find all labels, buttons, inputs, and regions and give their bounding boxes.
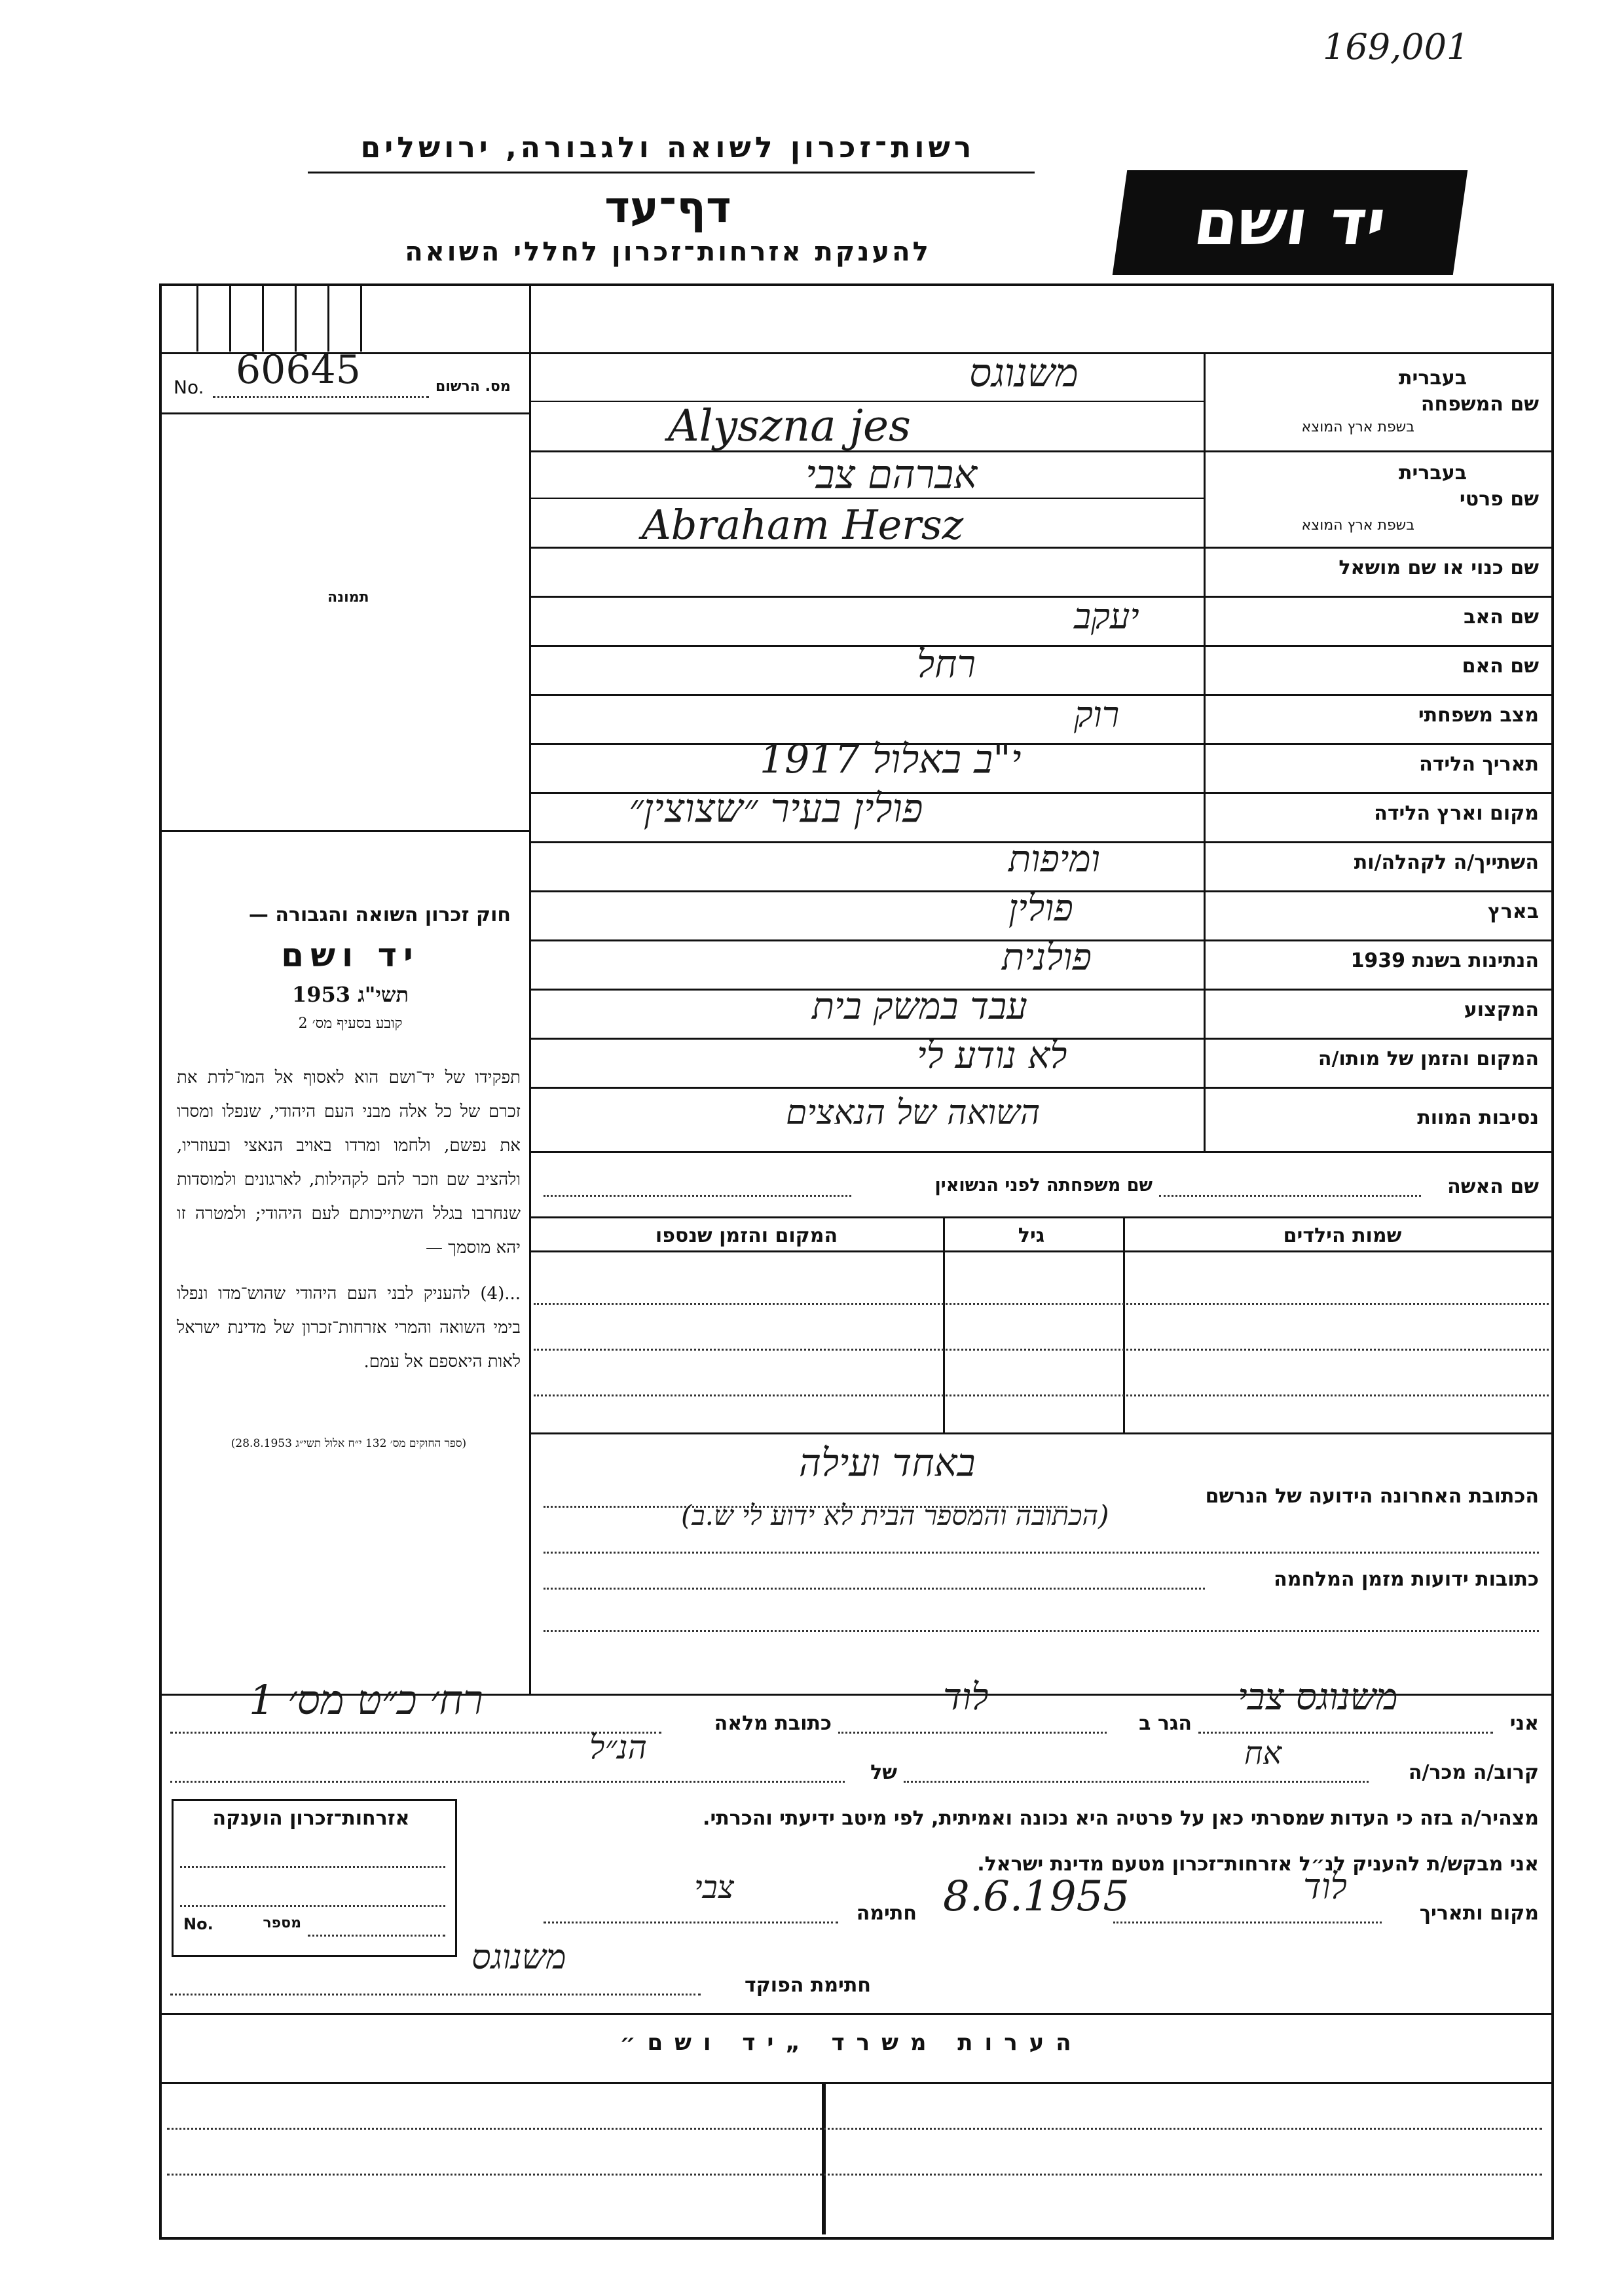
signature-value: צבי [694, 1869, 734, 1906]
family-name-hebrew-value: משנוגס [969, 350, 1079, 396]
relative-of-label: של [870, 1761, 897, 1784]
law-text: תפקידו של יד־ושם הוא לאסוף אל המו־לדת את זכרם של כל אלה מבני העם היהודי, שנפלו ומסרו את נפשם, ולחמו ומרדו באויב הנאצי ובעוזריו, ולהציב שם וזכר להם לקהילות, לארגונים ולמוסדות שנחרבו בגלל השתייכותם לעם היהודי; ולמטרה זו יהא מוסמך — [177, 1068, 521, 1258]
mother-label: שם האם [1462, 655, 1539, 678]
law-source: (ספר החוקים מס׳ 132 י״ח אלול תשי״ג 28.8.1953) [231, 1437, 467, 1450]
label-column-divider [1204, 352, 1206, 1151]
wife-maiden-label: שם משפחתה לפני הנשואין [934, 1175, 1153, 1195]
declarant-name: משנוגס צבי [1238, 1676, 1398, 1719]
full-address-label: כתובת מלאה [714, 1712, 832, 1735]
declarant-resident-label: הגר ב [1139, 1712, 1192, 1735]
place-date-label: מקום ותאריך [1419, 1902, 1539, 1925]
marital-status-label: מצב משפחתי [1418, 704, 1539, 727]
death-circumstances-value: השואה של הנאצים [786, 1093, 1041, 1133]
birthplace-label: מקום וארץ הלידה [1374, 802, 1539, 825]
logo [1113, 170, 1467, 275]
header-subtitle: להענקת אזרחות־זכרון לחללי השואה [405, 237, 931, 267]
signature-label: חתימה [856, 1902, 917, 1925]
law-clause: קובע בסעיף מס׳ 2 [298, 1015, 403, 1032]
community-label: השתייך/ה לקהלה/ות [1354, 851, 1539, 874]
last-address-note: (הכתובה והמספר הבית לא ידוע לי ש.ב) [681, 1499, 1109, 1531]
first-name-hebrew-label: בעברית [1399, 462, 1467, 484]
date-value: 8.6.1955 [943, 1872, 1130, 1921]
children-age-header: גיל [1018, 1224, 1045, 1247]
law-text-2: ...(4) להעניק לבני העם היהודי שהוש־מדו ונפלו בימי השואה והמרי אזרחות־זכרון של מדינת ישראל לאות היאספם אל עמם. [177, 1284, 521, 1372]
first-name-origin-value: Abraham Hersz [642, 501, 964, 549]
marital-status-value: רוק [1074, 694, 1120, 735]
children-names-header: שמות הילדים [1283, 1224, 1402, 1247]
office-notes-divider [822, 2082, 826, 2234]
family-name-hebrew-label: בעברית [1399, 367, 1467, 390]
relative-value: אח [1244, 1735, 1282, 1772]
official-signature-value: משנוגס [471, 1938, 566, 1977]
birthplace-value: פולין בעיר ״שצוצין״ [629, 786, 923, 831]
corner-number: 169,001 [1323, 26, 1469, 67]
last-address-label: הכתובת האחרונה הידועה של הנרשם [1205, 1485, 1539, 1508]
birthdate-label: תאריך הלידה [1419, 753, 1539, 776]
citizenship-1939-label: הנתינות בשנת 1939 [1350, 949, 1539, 972]
nickname-label: שם כנוי או שם מושאל [1338, 556, 1539, 579]
declarant-resident-value: לוד [943, 1676, 989, 1719]
first-name-hebrew-value: אברהם צבי [805, 452, 978, 498]
family-name-origin-label: בשפת ארץ המוצא [1301, 419, 1414, 435]
registration-no-label: No. [174, 376, 204, 398]
death-place-time-label: המקום והזמן של מותו/ה [1318, 1048, 1539, 1070]
last-address-value: באחד ועילה [799, 1440, 976, 1485]
office-notes-label: הערות משרד „יד ושם״ [619, 2030, 1083, 2056]
page-title: דף־עד [604, 182, 731, 232]
law-year: תשי"ג 1953 [292, 982, 409, 1007]
declaration-text: מצהיר/ה בזה כי העדות שמסרתי כאן על פרטיה היא נכונה ואמיתית, לפי מיטב ידיעתי והכרתי. [703, 1807, 1539, 1830]
logo-text: יד ושם [1189, 186, 1391, 259]
registration-label: מס. הרשום [435, 378, 511, 395]
citizenship-1939-value: פולנית [1002, 936, 1092, 979]
law-title: חוק זכרון השואה והגבורה — [248, 903, 511, 926]
relative-label: קרוב/ה מכר/ה [1408, 1761, 1539, 1784]
death-place-time-value: לא נודע לי [917, 1034, 1067, 1077]
country-label: בארץ [1487, 900, 1539, 923]
mother-value: רחל [917, 642, 976, 686]
first-name-origin-label: בשפת ארץ המוצא [1301, 517, 1414, 534]
photo-label: תמונה [327, 589, 369, 606]
top-strip-line [159, 352, 1551, 354]
header-authority: רשות־זכרון לשואה ולגבורה, ירושלים [360, 131, 976, 164]
birthdate-value: י"ב באלול 1917 [760, 737, 1022, 782]
photo-bottom-line [159, 830, 531, 832]
community-value: ומיפות [1008, 838, 1101, 881]
citizenship-granted-title: אזרחות־זכרון הוענקה [212, 1807, 410, 1830]
registration-number: 60645 [236, 347, 361, 393]
country-value: פולין [1008, 887, 1073, 930]
full-address-value: רח׳ כ״ט מס׳ 1 [249, 1676, 483, 1724]
declarant-i-label: אני [1509, 1712, 1539, 1735]
place-date-value: לוד [1303, 1866, 1347, 1907]
official-signature-label: חתימת הפוקד [745, 1974, 871, 1997]
request-text: אני מבקש/ת להעניק לנ״ל אזרחות־זכרון מטעם מדינת ישראל. [977, 1853, 1539, 1876]
wife-label: שם האשה [1447, 1175, 1539, 1198]
death-circumstances-label: נסיבות המוות [1417, 1106, 1539, 1129]
citizenship-no-label: No. [183, 1915, 213, 1933]
profession-value: עבד במשק בית [812, 985, 1027, 1028]
children-place-header: המקום והזמן שנספו [655, 1224, 838, 1247]
family-name-label: שם המשפחה [1420, 393, 1539, 416]
citizenship-number-label: מספר [263, 1915, 301, 1931]
father-label: שם האב [1464, 606, 1539, 629]
header-underline [308, 172, 1035, 173]
first-name-label: שם פרטי [1459, 488, 1539, 511]
profession-label: המקצוע [1464, 998, 1539, 1021]
wartime-addresses-label: כתובות ידועות מזמן המלחמה [1274, 1568, 1539, 1591]
relative-of-value: הנ״ל [589, 1728, 647, 1766]
law-name: יד ושם [281, 936, 420, 974]
family-name-origin-value: Alyszna jes [668, 401, 911, 451]
father-value: יעקב [1074, 596, 1139, 637]
